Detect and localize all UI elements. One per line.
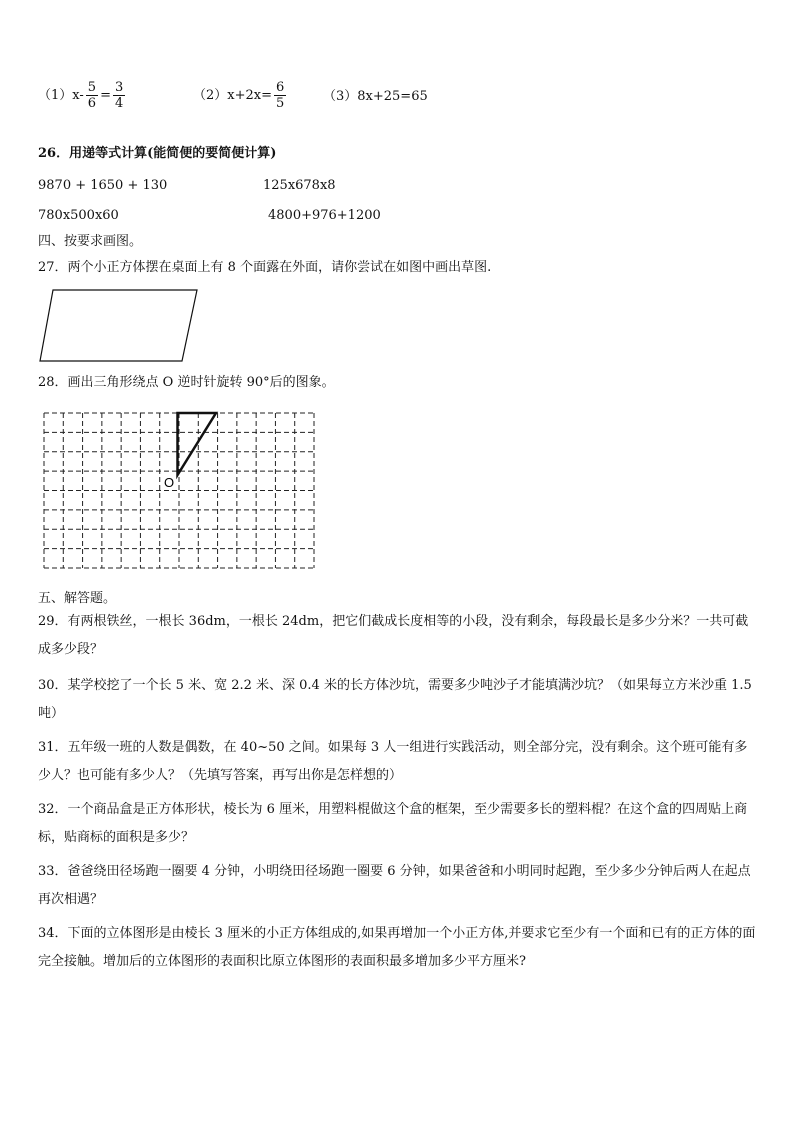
fraction-6-5 bbox=[274, 80, 286, 111]
question-31-text: 31．五年级一班的人数是偶数，在 40~50 之间。如果每 3 人一组进行实践活动，则全部分完，没有剩余。这个班可能有多少人？也可能有多少人？（先填写答案，再写出你是怎样想的） bbox=[38, 740, 748, 783]
point-o-label: O bbox=[164, 475, 175, 490]
section-4-title: 四、按要求画图。 bbox=[38, 234, 143, 249]
calc-item-4: 4800+976+1200 bbox=[268, 208, 381, 223]
parallelogram-figure bbox=[38, 288, 200, 364]
parallelogram-shape bbox=[40, 290, 197, 361]
equation-2 bbox=[193, 80, 288, 111]
question-27-text: 27．两个小正方体摆在桌面上有 8 个面露在外面，请你尝试在如图中画出草图. bbox=[38, 260, 492, 275]
question-33-text: 33．爸爸绕田径场跑一圈要 4 分钟，小明绕田径场跑一圈要 6 分钟，如果爸爸和小明同时起跑，至少多少分钟后两人在起点再次相遇？ bbox=[38, 864, 751, 907]
equals-sign: = bbox=[100, 87, 111, 103]
equation-1-prefix: （1）x- bbox=[38, 87, 84, 103]
fraction-5-6 bbox=[86, 80, 98, 111]
dashed-grid bbox=[44, 413, 314, 568]
rotation-grid-figure bbox=[40, 408, 320, 572]
section-5-title: 五、解答题。 bbox=[38, 591, 117, 606]
question-30-text: 30．某学校挖了一个长 5 米、宽 2.2 米、深 0.4 米的长方体沙坑，需要多少吨沙子才能填满沙坑？（如果每立方米沙重 1.5 吨） bbox=[38, 678, 752, 721]
question-28-text: 28．画出三角形绕点 O 逆时针旋转 90°后的图象。 bbox=[38, 375, 335, 390]
question-34-text: 34．下面的立体图形是由棱长 3 厘米的小正方体组成的,如果再增加一个小正方体,并要求它至少有一个面和已有的正方体的面完全接触。增加后的立体图形的表面积比原立体图形的表面积最多增加多少平方厘米? bbox=[38, 926, 756, 969]
calc-item-3: 780x500x60 bbox=[38, 208, 119, 223]
fraction-numerator: 6 bbox=[276, 80, 285, 95]
fraction-numerator: 5 bbox=[87, 80, 97, 95]
equation-3: （3）8x+25=65 bbox=[323, 89, 428, 104]
calc-item-2: 125x678x8 bbox=[263, 178, 336, 193]
question-32-text: 32．一个商品盒是正方体形状，棱长为 6 厘米，用塑料棍做这个盒的框架，至少需要多长的塑料棍？在这个盒的四周贴上商标，贴商标的面积是多少？ bbox=[38, 802, 748, 845]
question-26-title: 26．用递等式计算(能简便的要简便计算) bbox=[38, 146, 277, 161]
triangle-shape bbox=[178, 413, 217, 475]
fraction-denominator: 6 bbox=[87, 96, 97, 111]
fraction-3-4 bbox=[113, 80, 125, 111]
equation-2-prefix: （2）x+2x= bbox=[193, 87, 272, 103]
equation-1 bbox=[38, 80, 127, 111]
calc-item-1: 9870 + 1650 + 130 bbox=[38, 178, 168, 193]
fraction-numerator: 3 bbox=[114, 80, 124, 95]
fraction-denominator: 5 bbox=[276, 96, 285, 111]
question-29-text: 29．有两根铁丝，一根长 36dm，一根长 24dm，把它们截成长度相等的小段，没有剩余，每段最长是多少分米？一共可截成多少段？ bbox=[38, 614, 749, 657]
fraction-denominator: 4 bbox=[114, 96, 124, 111]
